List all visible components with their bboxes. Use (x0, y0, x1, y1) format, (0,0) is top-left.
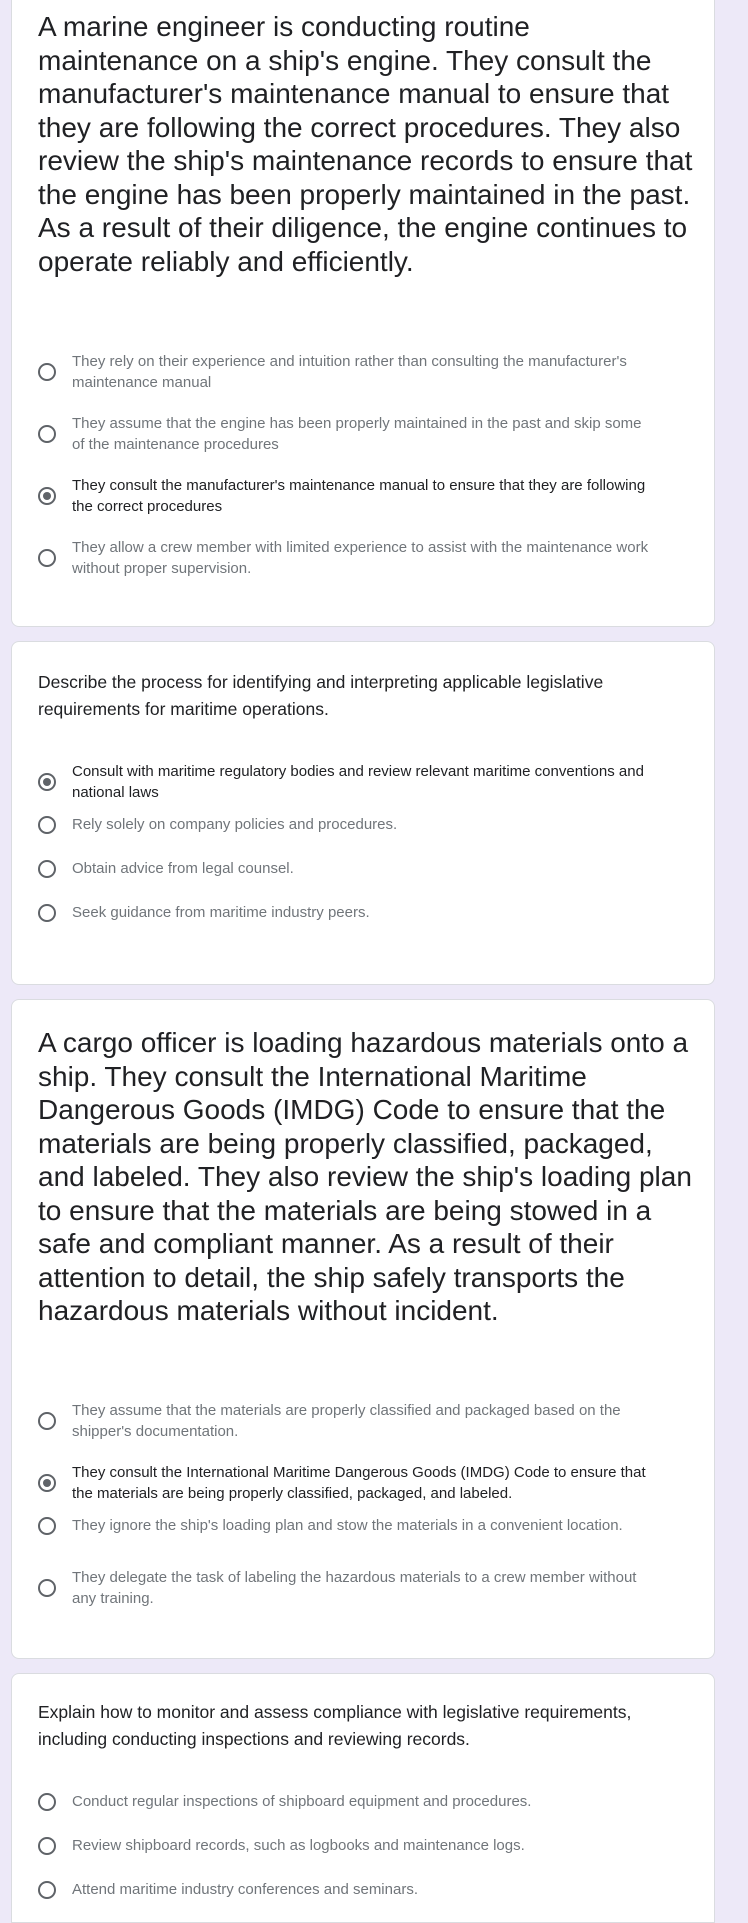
option-label: They allow a crew member with limited experience to assist with the maintenance work without proper supervision. (72, 539, 649, 577)
option-label: They rely on their experience and intuition rather than consulting the manufacturer's maintenance manual (72, 353, 627, 391)
radio-option[interactable] (38, 1567, 658, 1609)
radio-button[interactable] (38, 1881, 56, 1899)
radio-option[interactable] (38, 902, 658, 923)
radio-button[interactable] (38, 425, 56, 443)
radio-button[interactable] (38, 816, 56, 834)
option-label: Rely solely on company policies and procedures. (72, 816, 398, 833)
radio-button-selected[interactable] (38, 487, 56, 505)
question-card-2 (11, 641, 715, 985)
option-label: Consult with maritime regulatory bodies and review relevant maritime conventions and national laws (72, 763, 644, 801)
radio-button-selected[interactable] (38, 1474, 56, 1492)
option-label: They ignore the ship's loading plan and stow the materials in a convenient location. (72, 1517, 623, 1534)
option-label: Seek guidance from maritime industry peers. (72, 904, 370, 921)
radio-button[interactable] (38, 1579, 56, 1597)
radio-button[interactable] (38, 549, 56, 567)
question-card-3 (11, 999, 715, 1659)
question-text: Describe the process for identifying and interpreting applicable legislative requirements for maritime operations. (38, 672, 604, 719)
radio-button[interactable] (38, 1793, 56, 1811)
question-card-4 (11, 1673, 715, 1923)
radio-option[interactable] (38, 1835, 658, 1856)
question-text: Explain how to monitor and assess compliance with legislative requirements, including conducting inspections and reviewing records. (38, 1702, 632, 1749)
option-label: Attend maritime industry conferences and seminars. (72, 1881, 418, 1898)
question-text: A cargo officer is loading hazardous materials onto a ship. They consult the International Maritime Dangerous Goods (IMDG) Code to ensure that the materials are being properly classified, packaged, and labeled. They also review the ship's loading plan to ensure that the materials are being stowed in a safe and compliant manner. As a result of their attention to detail, the ship safely transports the hazardous materials without incident. (38, 1027, 692, 1326)
option-label: They consult the manufacturer's maintenance manual to ensure that they are following the correct procedures (72, 477, 646, 515)
option-label: They assume that the materials are properly classified and packaged based on the shipper's documentation. (72, 1402, 621, 1440)
radio-option[interactable] (38, 351, 658, 393)
radio-button-selected[interactable] (38, 773, 56, 791)
option-label: Obtain advice from legal counsel. (72, 860, 294, 877)
radio-button[interactable] (38, 1412, 56, 1430)
radio-button[interactable] (38, 1517, 56, 1535)
radio-option[interactable] (38, 1791, 658, 1812)
question-text: A marine engineer is conducting routine maintenance on a ship's engine. They consult the manufacturer's maintenance manual to ensure that they are following the correct procedures. They also review the ship's maintenance records to ensure that the engine has been properly maintained in the past. As a result of their diligence, the engine continues to operate reliably and efficiently. (38, 11, 693, 277)
radio-button[interactable] (38, 1837, 56, 1855)
option-label: Conduct regular inspections of shipboard equipment and procedures. (72, 1793, 532, 1810)
radio-option[interactable] (38, 413, 658, 455)
radio-option[interactable] (38, 858, 658, 879)
radio-option[interactable] (38, 1462, 658, 1504)
option-label: They delegate the task of labeling the hazardous materials to a crew member without any training. (72, 1569, 637, 1607)
option-label: They consult the International Maritime Dangerous Goods (IMDG) Code to ensure that the materials are being properly classified, packaged, and labeled. (72, 1464, 646, 1502)
radio-button[interactable] (38, 860, 56, 878)
option-label: They assume that the engine has been properly maintained in the past and skip some of the maintenance procedures (72, 415, 642, 453)
radio-option[interactable] (38, 814, 658, 835)
radio-option[interactable] (38, 537, 658, 579)
option-label: Review shipboard records, such as logbooks and maintenance logs. (72, 1837, 525, 1854)
question-card-1 (11, 0, 715, 627)
radio-option[interactable] (38, 1400, 658, 1442)
radio-button[interactable] (38, 363, 56, 381)
radio-option[interactable] (38, 1879, 658, 1900)
radio-option[interactable] (38, 475, 658, 517)
radio-button[interactable] (38, 904, 56, 922)
radio-option[interactable] (38, 761, 658, 803)
radio-option[interactable] (38, 1515, 658, 1536)
